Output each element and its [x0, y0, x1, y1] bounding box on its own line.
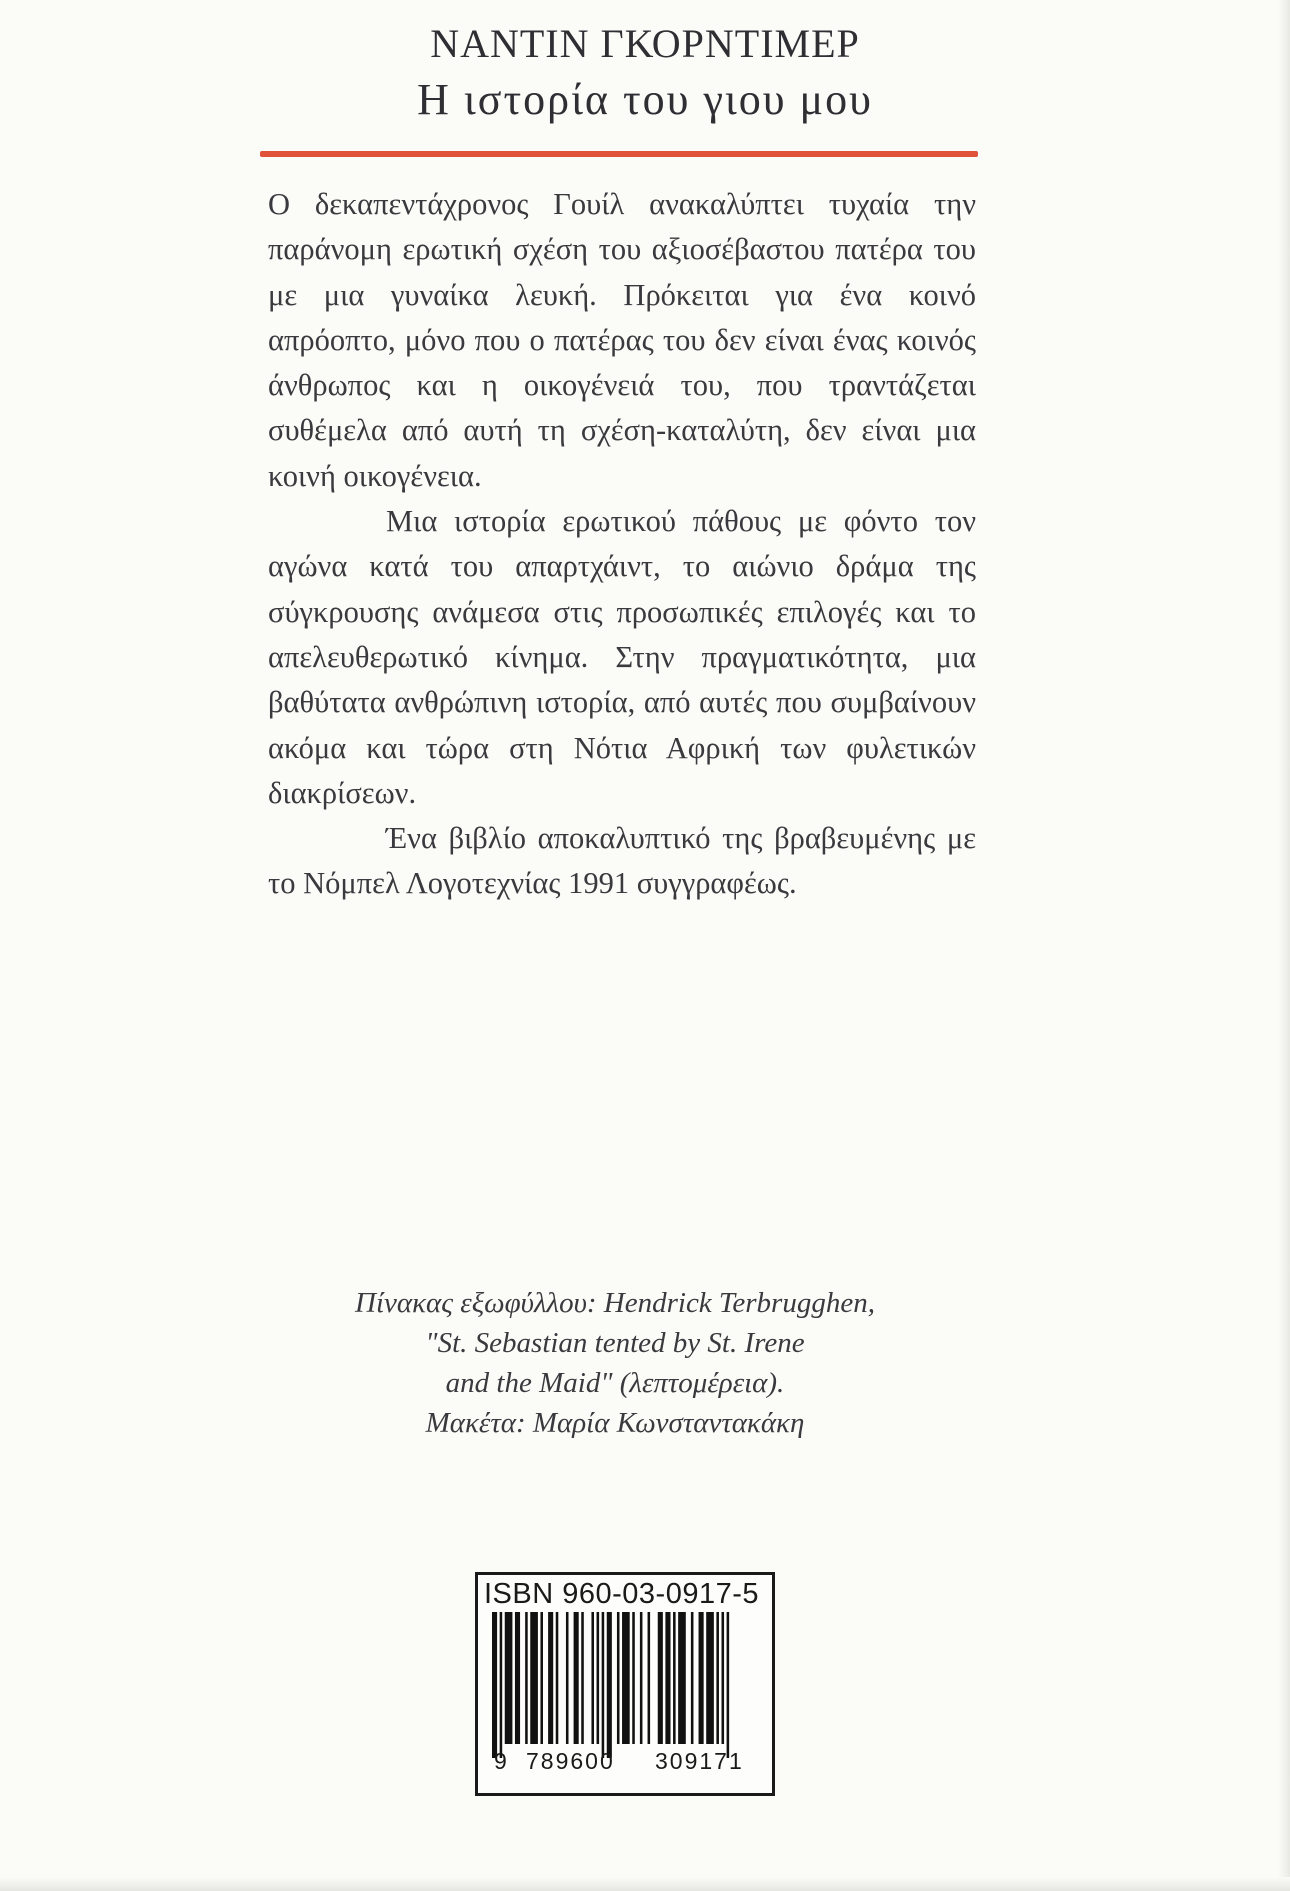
page-edge-shadow [1278, 0, 1290, 1891]
page-edge-shadow-bottom [0, 1877, 1290, 1891]
barcode-bar [602, 1612, 605, 1758]
barcode-graphic [490, 1612, 766, 1758]
barcode-bar [632, 1612, 635, 1744]
barcode-bar [492, 1612, 497, 1758]
author-name: ΝΑΝΤΙΝ ΓΚΟΡΝΤΙΜΕΡ [430, 21, 860, 66]
credit-line: Πίνακας εξωφύλλου: Hendrick Terbrugghen, [355, 1287, 875, 1319]
barcode-bar [691, 1612, 694, 1744]
blurb-text [268, 182, 976, 907]
blurb-paragraph: Ο δεκαπεντάχρονος Γουίλ ανακαλύπτει τυχαία την παράνομη ερωτική σχέση του αξιοσέβαστου πατέρα του με μια γυναίκα λευκή. Πρόκειται για ένα κοινό απρόοπτο, μόνο που ο πατέρας του δεν είναι ένας κοινός άνθρωπος και η οικογένειά του, που τραντάζεται συθέμελα από αυτή τη σχέση-καταλύτη, δεν είναι μια κοινή οικογένεια. [268, 187, 976, 493]
barcode-digits-left: 789600 [526, 1748, 615, 1774]
credit-line: Μακέτα: Μαρία Κωνσταντακάκη [425, 1407, 805, 1439]
barcode-bar [566, 1612, 569, 1744]
isbn-label: ISBN 960-03-0917-5 [484, 1578, 759, 1610]
barcode-bar [581, 1612, 584, 1744]
barcode-bar [597, 1612, 600, 1744]
barcode-digits-right: 309171 [655, 1748, 744, 1774]
barcode-bar [525, 1612, 528, 1744]
accent-divider [260, 151, 978, 157]
barcode-bar [591, 1612, 594, 1744]
cover-credits [230, 1283, 1000, 1443]
barcode-bar [658, 1612, 663, 1744]
barcode-bar [556, 1612, 559, 1744]
barcode-bar [530, 1612, 538, 1744]
barcode-bar [665, 1612, 670, 1744]
barcode-bar [727, 1612, 730, 1758]
barcode-bar [716, 1612, 719, 1744]
blurb-paragraph: Μια ιστορία ερωτικού πάθους με φόντο τον αγώνα κατά του απαρτχάιντ, το αιώνιο δράμα της σύγκρουσης ανάμεσα στις προσωπικές επιλογές και το απελευθερωτικό κίνημα. Στην πραγματικότητα, μια βαθύτατα ανθρώπινη ιστορία, από αυτές που συμβαίνουν ακόμα και τώρα στη Νότια Αφρική των φυλετικών διακρίσεων. [268, 504, 976, 810]
blurb-paragraph: Ένα βιβλίο αποκαλυπτικό της βραβευμένης με το Νόμπελ Λογοτεχνίας 1991 συγγραφέως. [268, 821, 976, 901]
credit-line: "St. Sebastian tented by St. Irene [425, 1327, 805, 1359]
barcode-bar [540, 1612, 543, 1744]
barcode-bar [548, 1612, 553, 1744]
barcode-bar [648, 1612, 651, 1744]
book-title: Η ιστορία του γιου μου [417, 75, 873, 124]
barcode-bar [699, 1612, 704, 1744]
barcode-bar [574, 1612, 579, 1744]
barcode-bar [673, 1612, 676, 1744]
barcode-bar [706, 1612, 714, 1744]
barcode-bar [722, 1612, 725, 1744]
barcode-bar [515, 1612, 520, 1744]
barcode-bar [617, 1612, 620, 1744]
barcode-bar [622, 1612, 630, 1744]
barcode-bar [505, 1612, 513, 1744]
barcode-digit-lead: 9 [494, 1748, 509, 1774]
barcode-bar [607, 1612, 612, 1758]
barcode-bar [640, 1612, 643, 1744]
barcode-bar [678, 1612, 686, 1744]
credit-line: and the Maid" (λεπτομέρεια). [445, 1367, 785, 1399]
barcode-bar [500, 1612, 503, 1758]
